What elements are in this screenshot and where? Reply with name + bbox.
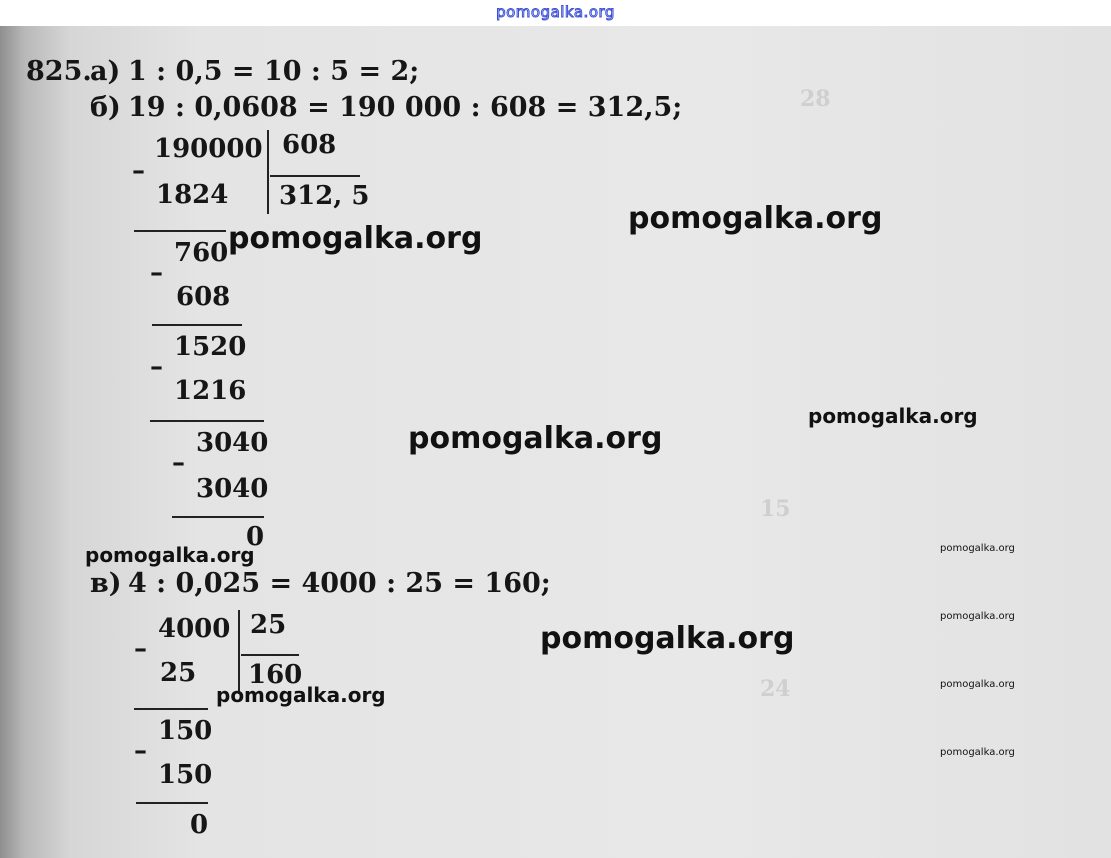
division-c-quotient: 160 <box>248 660 303 690</box>
watermark: pomogalka.org <box>540 621 795 656</box>
division-b-step: 1824 <box>156 180 229 210</box>
show-through-decoration: 28 <box>800 86 831 112</box>
part-b-label: б) <box>90 92 121 123</box>
division-b-quotient: 312, 5 <box>279 181 370 211</box>
problem-number: 825. <box>26 56 92 87</box>
division-b-step: 608 <box>176 282 231 312</box>
show-through-decoration: 24 <box>760 676 791 702</box>
watermark: pomogalka.org <box>216 683 386 707</box>
division-c-step: 150 <box>158 760 213 790</box>
division-b-rule <box>152 324 242 326</box>
watermark: pomogalka.org <box>85 543 255 567</box>
show-through-decoration: 15 <box>760 496 791 522</box>
division-b-remainder: 0 <box>246 522 265 552</box>
part-a-expression: 1 : 0,5 = 10 : 5 = 2; <box>128 56 420 87</box>
part-c-expression: 4 : 0,025 = 4000 : 25 = 160; <box>128 568 551 599</box>
part-c-label: в) <box>90 568 122 599</box>
minus-sign: – <box>132 156 145 186</box>
minus-sign: – <box>150 352 163 382</box>
division-c-rule <box>136 802 208 804</box>
division-b-divisor: 608 <box>282 130 337 160</box>
watermark: pomogalka.org <box>940 679 1015 690</box>
division-b-rule <box>150 420 264 422</box>
part-b-expression: 19 : 0,0608 = 190 000 : 608 = 312,5; <box>128 92 683 123</box>
site-link[interactable]: pomogalka.org <box>496 3 615 21</box>
division-b-step: 1520 <box>174 332 247 362</box>
part-a-label: а) <box>90 56 121 87</box>
division-b-step: 3040 <box>196 474 269 504</box>
watermark: pomogalka.org <box>628 201 883 236</box>
watermark: pomogalka.org <box>940 747 1015 758</box>
watermark: pomogalka.org <box>408 421 663 456</box>
division-c-step: 25 <box>160 658 197 688</box>
division-b-bracket <box>267 130 269 214</box>
division-b-rule <box>172 516 264 518</box>
site-header <box>0 0 1111 26</box>
division-b-step: 1216 <box>174 376 247 406</box>
division-c-bracket <box>238 610 240 694</box>
minus-sign: – <box>134 634 147 664</box>
division-b-rule <box>134 230 226 232</box>
division-c-rule <box>134 708 208 710</box>
minus-sign: – <box>172 448 185 478</box>
division-c-step: 150 <box>158 716 213 746</box>
minus-sign: – <box>150 258 163 288</box>
minus-sign: – <box>134 736 147 766</box>
division-c-divisor: 25 <box>250 610 287 640</box>
watermark: pomogalka.org <box>940 543 1015 554</box>
division-c-dividend: 4000 <box>158 614 231 644</box>
division-b-divisor-line <box>270 175 360 177</box>
watermark: pomogalka.org <box>940 611 1015 622</box>
division-b-step: 760 <box>174 238 229 268</box>
division-b-step: 3040 <box>196 428 269 458</box>
division-b-dividend: 190000 <box>154 134 263 164</box>
watermark: pomogalka.org <box>808 404 978 428</box>
division-c-divisor-line <box>241 654 299 656</box>
watermark: pomogalka.org <box>228 221 483 256</box>
division-c-remainder: 0 <box>190 810 209 840</box>
